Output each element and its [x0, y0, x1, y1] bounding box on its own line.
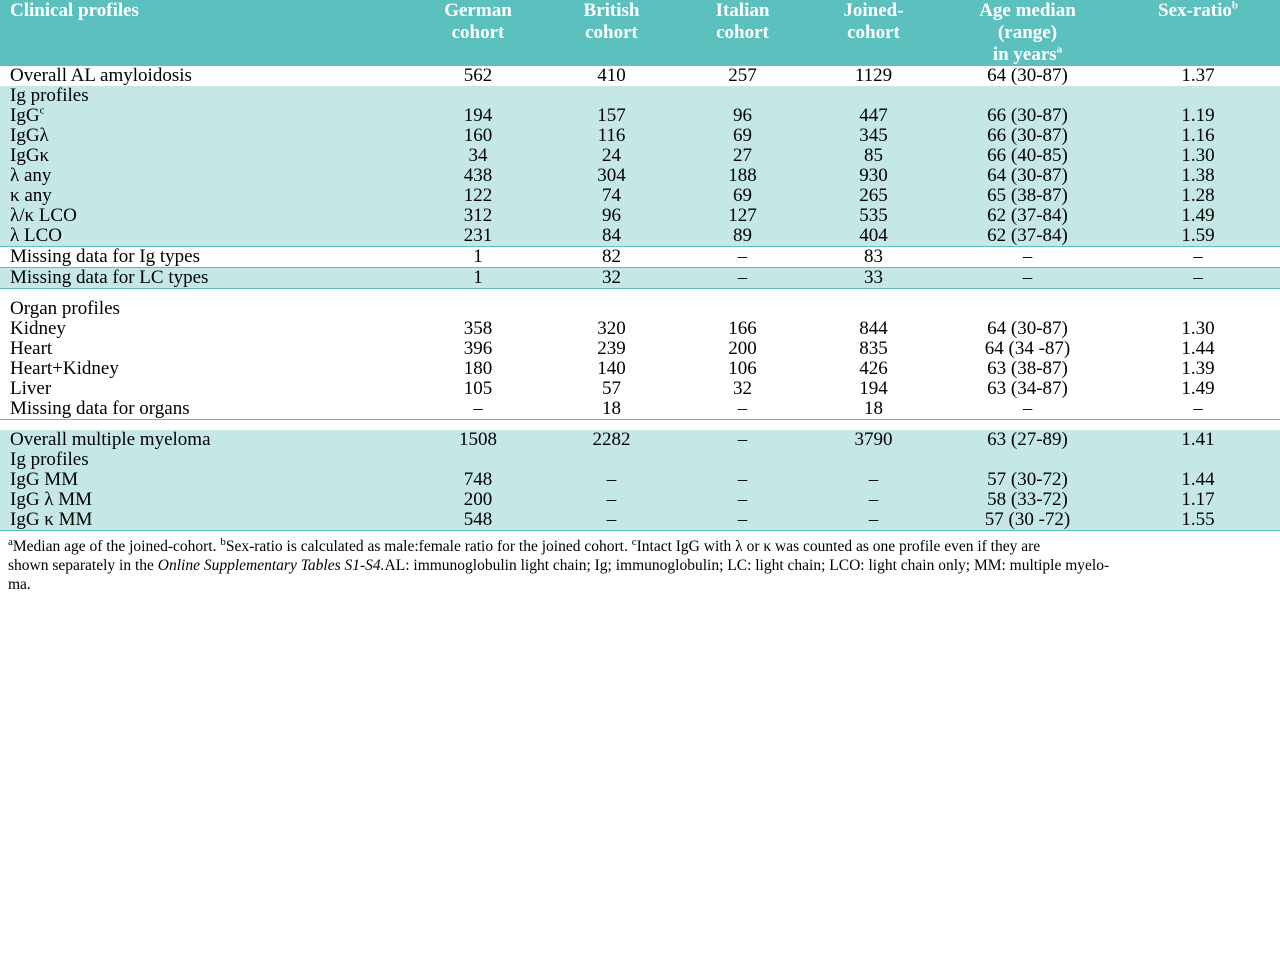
- table-cell: [546, 450, 677, 470]
- table-row: [0, 319, 1280, 339]
- table-cell: 85: [808, 146, 939, 166]
- table-row: [0, 379, 1280, 399]
- table-cell: 63 (38-87): [939, 359, 1116, 379]
- footnote-italic-reference: Online Supplementary Tables S1-S4.: [157, 557, 385, 574]
- header-sublabel: cohort: [716, 22, 769, 43]
- table-cell: 257: [677, 66, 808, 86]
- table-cell: 320: [546, 319, 677, 339]
- table-cell: 1: [410, 247, 546, 268]
- header-row: [0, 0, 1280, 66]
- table-cell: 1508: [410, 430, 546, 450]
- footnote-marker-c: c: [631, 535, 637, 548]
- table-cell: –: [677, 268, 808, 289]
- table-cell: 1.37: [1116, 66, 1280, 86]
- table-cell: [546, 86, 677, 106]
- table-cell: 1.17: [1116, 490, 1280, 510]
- table-cell: 18: [808, 399, 939, 420]
- table-cell: [677, 450, 808, 470]
- footnote-marker: a: [1056, 43, 1063, 56]
- footnote-marker-b: b: [220, 535, 226, 548]
- row-label: λ/κ LCO: [0, 206, 410, 226]
- table-cell: –: [939, 268, 1116, 289]
- table-cell: 1.44: [1116, 339, 1280, 359]
- header-label: Age median: [979, 0, 1076, 21]
- table-cell: 96: [546, 206, 677, 226]
- table-row: [0, 206, 1280, 226]
- table-cell: 438: [410, 166, 546, 186]
- table-cell: 1129: [808, 66, 939, 86]
- table-cell: 18: [546, 399, 677, 420]
- table-row: [0, 399, 1280, 420]
- row-label: Overall multiple myeloma: [0, 430, 410, 450]
- table-row: [0, 226, 1280, 247]
- table-cell: –: [939, 399, 1116, 420]
- table-cell: [1116, 450, 1280, 470]
- table-cell: 1.49: [1116, 206, 1280, 226]
- table-row: [0, 166, 1280, 186]
- table-cell: [677, 86, 808, 106]
- table-cell: 358: [410, 319, 546, 339]
- table-cell: 140: [546, 359, 677, 379]
- table-row: [0, 268, 1280, 289]
- table-row: [0, 430, 1280, 450]
- table-body: [0, 66, 1280, 531]
- table-cell: 562: [410, 66, 546, 86]
- row-label: Missing data for Ig types: [0, 247, 410, 268]
- header-sublabel: (range): [997, 22, 1058, 43]
- table-cell: 1.16: [1116, 126, 1280, 146]
- table-cell: [677, 299, 808, 319]
- table-cell: 74: [546, 186, 677, 206]
- table-row: [0, 470, 1280, 490]
- table-cell: 426: [808, 359, 939, 379]
- table-cell: 396: [410, 339, 546, 359]
- table-cell: –: [939, 247, 1116, 268]
- table-cell: 304: [546, 166, 677, 186]
- table-row: [0, 299, 1280, 319]
- column-header-sex-ratio: [1116, 0, 1280, 66]
- table-footnotes: [0, 531, 1280, 594]
- table-row: [0, 66, 1280, 86]
- table-row: [0, 186, 1280, 206]
- table-cell: 748: [410, 470, 546, 490]
- table-cell: 105: [410, 379, 546, 399]
- table-cell: 1.30: [1116, 146, 1280, 166]
- row-label: Ig profiles: [0, 450, 410, 470]
- row-label: IgG λ MM: [0, 490, 410, 510]
- table-cell: 166: [677, 319, 808, 339]
- table-header: [0, 0, 1280, 66]
- table-cell: 89: [677, 226, 808, 247]
- table-cell: [410, 86, 546, 106]
- table-cell: 64 (30-87): [939, 66, 1116, 86]
- header-label: Joined-: [843, 0, 904, 21]
- table-cell: 160: [410, 126, 546, 146]
- table-cell: 447: [808, 106, 939, 126]
- table-cell: 24: [546, 146, 677, 166]
- row-label: Missing data for organs: [0, 399, 410, 420]
- row-label: Heart+Kidney: [0, 359, 410, 379]
- table-cell: [546, 299, 677, 319]
- row-label: Missing data for LC types: [0, 268, 410, 289]
- table-cell: [939, 299, 1116, 319]
- header-label: German: [444, 0, 512, 21]
- table-cell: –: [808, 490, 939, 510]
- footnote-marker: b: [1231, 0, 1238, 12]
- table-cell: 69: [677, 186, 808, 206]
- header-label: Clinical profiles: [10, 0, 139, 21]
- table-row: [0, 86, 1280, 106]
- table-cell: 63 (27-89): [939, 430, 1116, 450]
- table-cell: –: [808, 510, 939, 531]
- row-label: Heart: [0, 339, 410, 359]
- table-cell: –: [1116, 247, 1280, 268]
- table-row: [0, 106, 1280, 126]
- table-cell: [410, 299, 546, 319]
- table-cell: 62 (37-84): [939, 206, 1116, 226]
- table-row: [0, 490, 1280, 510]
- row-label: IgGλ: [0, 126, 410, 146]
- table-cell: 63 (34-87): [939, 379, 1116, 399]
- table-cell: [939, 450, 1116, 470]
- table-cell: 122: [410, 186, 546, 206]
- table-row: [0, 510, 1280, 531]
- header-sublabel: cohort: [847, 22, 900, 43]
- column-header-british-cohort: [546, 0, 677, 66]
- row-label: Organ profiles: [0, 299, 410, 319]
- table-cell: 404: [808, 226, 939, 247]
- table-cell: 1.28: [1116, 186, 1280, 206]
- table-cell: –: [677, 510, 808, 531]
- table-cell: 200: [677, 339, 808, 359]
- table-cell: –: [808, 470, 939, 490]
- table-cell: 1: [410, 268, 546, 289]
- row-label: λ any: [0, 166, 410, 186]
- table-cell: [1116, 299, 1280, 319]
- table-cell: –: [677, 470, 808, 490]
- table-cell: 64 (34 -87): [939, 339, 1116, 359]
- row-label: λ LCO: [0, 226, 410, 247]
- table-cell: [808, 450, 939, 470]
- table-cell: –: [546, 490, 677, 510]
- table-cell: 1.41: [1116, 430, 1280, 450]
- header-sublabel-2: in years$^a$: [992, 43, 1063, 65]
- row-label: IgG MM: [0, 470, 410, 490]
- table-row: [0, 126, 1280, 146]
- table-cell: 58 (33-72): [939, 490, 1116, 510]
- table-cell: 1.44: [1116, 470, 1280, 490]
- table-row: [0, 146, 1280, 166]
- table-cell: –: [677, 490, 808, 510]
- footnote-line-2: shown separately in the Online Supplementary Tables S1-S4.AL: immunoglobulin light chain; Ig; immunoglobulin; LC: light chain; LCO: light chain only; MM: multiple myelo-: [8, 557, 1110, 574]
- table-cell: 62 (37-84): [939, 226, 1116, 247]
- table-cell: –: [546, 510, 677, 531]
- table-cell: 410: [546, 66, 677, 86]
- table-cell: 57 (30-72): [939, 470, 1116, 490]
- header-sublabel: cohort: [451, 22, 505, 43]
- table-cell: [808, 299, 939, 319]
- table-cell: 200: [410, 490, 546, 510]
- table-cell: 157: [546, 106, 677, 126]
- table-cell: 1.49: [1116, 379, 1280, 399]
- table-cell: 535: [808, 206, 939, 226]
- table-cell: 231: [410, 226, 546, 247]
- row-label: Ig profiles: [0, 86, 410, 106]
- header-label: British: [583, 0, 640, 21]
- table-cell: [808, 86, 939, 106]
- table-cell: 548: [410, 510, 546, 531]
- header-label: Italian: [715, 0, 770, 21]
- column-header-joined-cohort: [808, 0, 939, 66]
- table-row: [0, 339, 1280, 359]
- table-cell: 180: [410, 359, 546, 379]
- table-cell: 57: [546, 379, 677, 399]
- column-header-clinical-profiles: [0, 0, 410, 66]
- table-cell: 116: [546, 126, 677, 146]
- table-cell: –: [1116, 268, 1280, 289]
- table-cell: –: [677, 399, 808, 420]
- table-cell: 64 (30-87): [939, 319, 1116, 339]
- table-cell: 930: [808, 166, 939, 186]
- table-cell: 65 (38-87): [939, 186, 1116, 206]
- table-row: [0, 450, 1280, 470]
- table-cell: 844: [808, 319, 939, 339]
- table-cell: –: [546, 470, 677, 490]
- table-cell: 312: [410, 206, 546, 226]
- table-row: [0, 359, 1280, 379]
- row-label: Kidney: [0, 319, 410, 339]
- table-cell: 106: [677, 359, 808, 379]
- table-cell: 265: [808, 186, 939, 206]
- footnote-line-1: $^a$Median age of the joined-cohort. $^b$Sex-ratio is calculated as male:female ratio for the joined cohort. $^c$Intact IgG with λ or κ was counted as one profile even if they are: [8, 535, 1041, 555]
- table-cell: 32: [546, 268, 677, 289]
- table-cell: 188: [677, 166, 808, 186]
- table-cell: 66 (40-85): [939, 146, 1116, 166]
- table-cell: 127: [677, 206, 808, 226]
- table-cell: [410, 450, 546, 470]
- table-cell: 32: [677, 379, 808, 399]
- table-cell: 69: [677, 126, 808, 146]
- table-cell: 1.55: [1116, 510, 1280, 531]
- table-cell: 1.38: [1116, 166, 1280, 186]
- table-cell: 64 (30-87): [939, 166, 1116, 186]
- table-cell: 835: [808, 339, 939, 359]
- table-cell: 57 (30 -72): [939, 510, 1116, 531]
- table-cell: 1.59: [1116, 226, 1280, 247]
- table-cell: 2282: [546, 430, 677, 450]
- table-cell: –: [677, 247, 808, 268]
- table-cell: 1.19: [1116, 106, 1280, 126]
- table-cell: 3790: [808, 430, 939, 450]
- table-cell: 83: [808, 247, 939, 268]
- table-cell: –: [1116, 399, 1280, 420]
- table-cell: 194: [808, 379, 939, 399]
- row-label: κ any: [0, 186, 410, 206]
- table-cell: 1.30: [1116, 319, 1280, 339]
- footnote-line-3: ma.: [8, 576, 31, 593]
- table-cell: –: [410, 399, 546, 420]
- table-cell: 27: [677, 146, 808, 166]
- table-cell: 82: [546, 247, 677, 268]
- table-cell: 194: [410, 106, 546, 126]
- row-label: Overall AL amyloidosis: [0, 66, 410, 86]
- table-cell: –: [677, 430, 808, 450]
- row-label: IgGκ: [0, 146, 410, 166]
- column-header-german-cohort: [410, 0, 546, 66]
- table-row: [0, 247, 1280, 268]
- table-cell: [939, 86, 1116, 106]
- table-cell: 33: [808, 268, 939, 289]
- table-cell: 66 (30-87): [939, 106, 1116, 126]
- header-sublabel: cohort: [585, 22, 638, 43]
- table-cell: 239: [546, 339, 677, 359]
- footnote-marker-a: a: [8, 535, 13, 548]
- header-label: Sex-ratio: [1158, 0, 1232, 21]
- table-cell: [1116, 86, 1280, 106]
- row-label: IgG κ MM: [0, 510, 410, 531]
- footnote-marker: c: [39, 104, 45, 117]
- row-label: IgG$^c$: [0, 106, 410, 126]
- column-header-italian-cohort: [677, 0, 808, 66]
- table-cell: 84: [546, 226, 677, 247]
- table-cell: 66 (30-87): [939, 126, 1116, 146]
- table-cell: 34: [410, 146, 546, 166]
- row-spacer: [0, 289, 1280, 300]
- table-cell: 345: [808, 126, 939, 146]
- row-label: Liver: [0, 379, 410, 399]
- table-cell: 1.39: [1116, 359, 1280, 379]
- table-cell: 96: [677, 106, 808, 126]
- column-header-age-median: [939, 0, 1116, 66]
